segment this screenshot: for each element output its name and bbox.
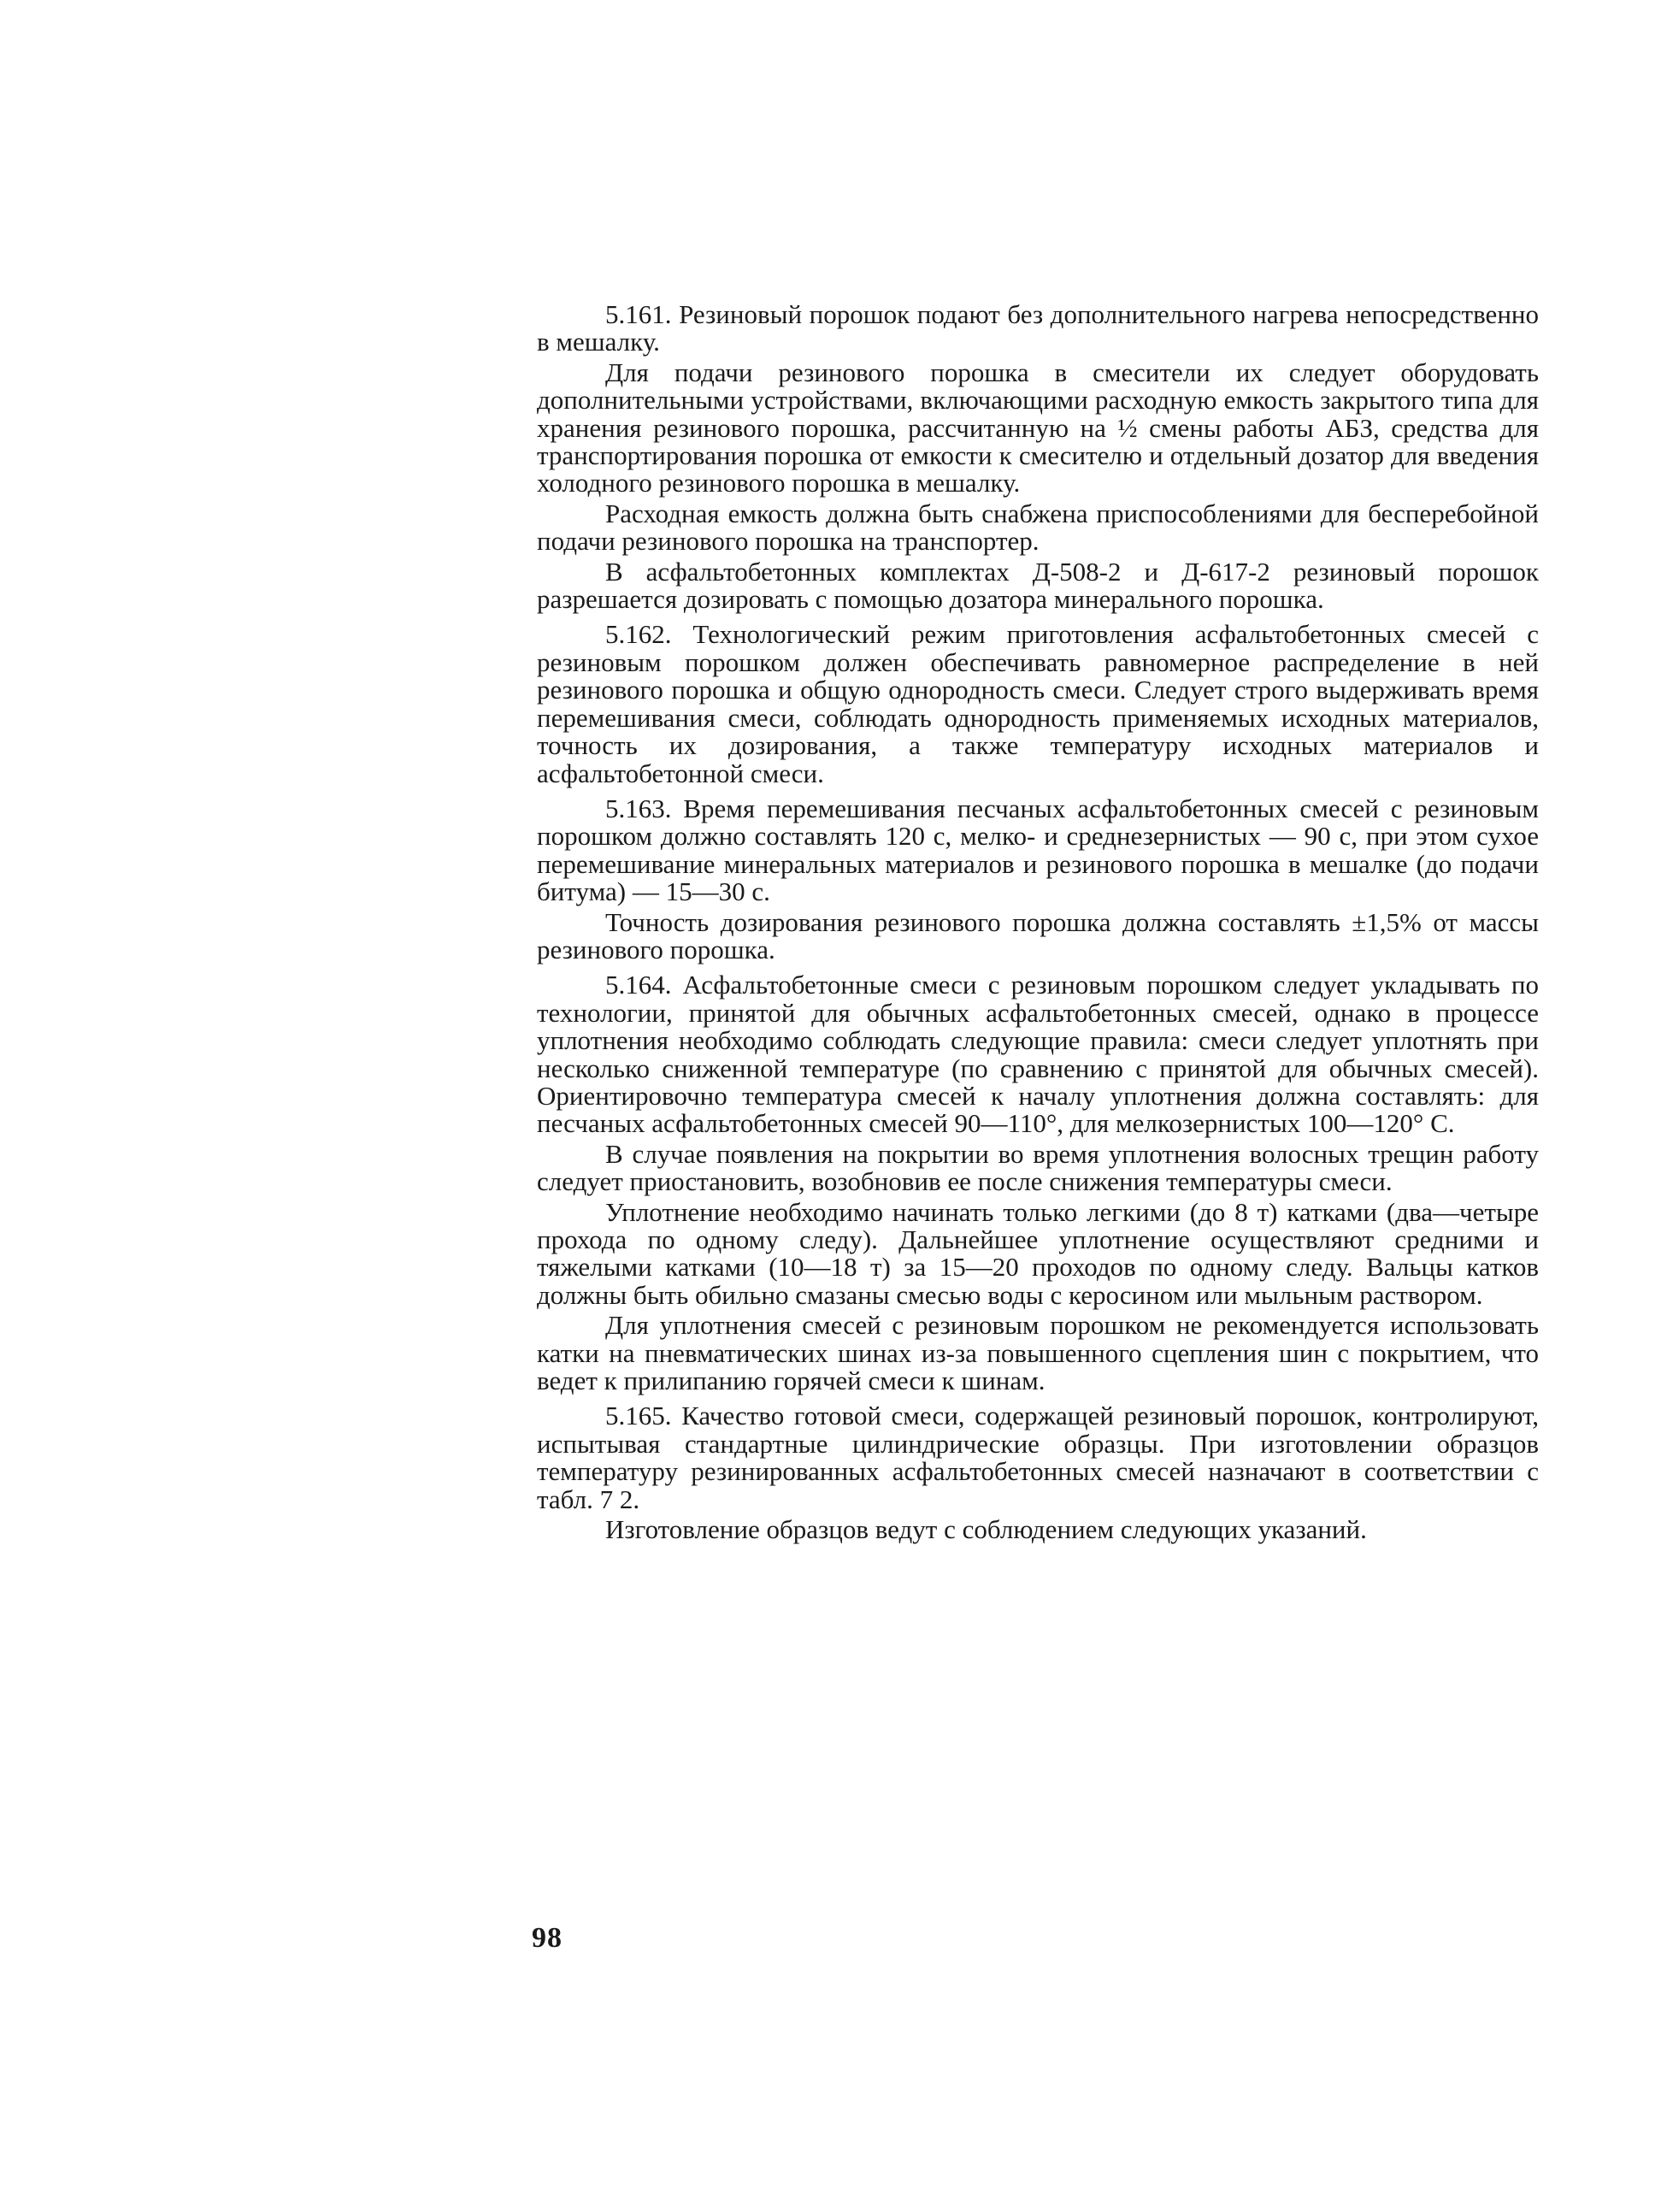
paragraph-dosing-accuracy: Точность дозирования резинового порошка должна составлять ±1,5% от массы резинового порошка. (537, 906, 1539, 964)
paragraph-5-164: 5.164. Асфальтобетонные смеси с резиновым порошком следует укладывать по технологии, принятой для обычных асфальтобетонных смесей, однако в процессе уплотнения необходимо соблюдать следующие правила: смеси следует уплотнять при несколько сниженной температуре (по сравнению с принятой для обычных смесей). Ориентировочно температура смесей к началу уплотнения должна составлять: для песчаных асфальтобетонных смесей 90—110°, для мелкозернистых 100—120° С. (537, 970, 1539, 1139)
paragraph-asphalt-kits: В асфальтобетонных комплектах Д-508-2 и Д-617-2 резиновый порошок разрешается дозировать с помощью дозатора минерального порошка. (537, 556, 1539, 615)
paragraph-feed-equipment: Для подачи резинового порошка в смесители их следует оборудовать дополнительными устройствами, включающими расходную емкость закрытого типа для хранения резинового порошка, рассчитанную на ½ смены работы АБЗ, средства для транспортирования порошка от емкости к смесителю и отдельный дозатор для введения холодного резинового порошка в мешалку. (537, 357, 1539, 498)
paragraph-compaction: Уплотнение необходимо начинать только легкими (до 8 т) катками (два—четыре прохода по одному следу). Дальнейшее уплотнение осуществляют средними и тяжелыми катками (10—18 т) за 15—20 проходов по одному следу. Вальцы катков должны быть обильно смазаны смесью воды с керосином или мыльным раствором. (537, 1196, 1539, 1310)
paragraph-5-163: 5.163. Время перемешивания песчаных асфальтобетонных смесей с резиновым порошком должно составлять 120 с, мелко- и среднезернистых — 90 с, при этом сухое перемешивание минеральных материалов и резинового порошка в мешалке (до подачи битума) — 15—30 с. (537, 793, 1539, 907)
paragraph-supply-tank: Расходная емкость должна быть снабжена приспособлениями для бесперебойной подачи резинового порошка на транспортер. (537, 498, 1539, 557)
paragraph-sample-preparation: Изготовление образцов ведут с соблюдением следующих указаний. (605, 1514, 1367, 1545)
paragraph-pneumatic-rollers: Для уплотнения смесей с резиновым порошком не рекомендуется использовать катки на пневматических шинах из-за повышенного сцепления шин с покрытием, что ведет к прилипанию горячей смеси к шинам. (537, 1310, 1539, 1396)
paragraph-5-161: 5.161. Резиновый порошок подают без дополнительного нагрева непосредственно в мешалку. (537, 299, 1539, 357)
paragraph-5-162: 5.162. Технологический режим приготовления асфальтобетонных смесей с резиновым порошком должен обеспечивать равномерное распределение в ней резинового порошка и общую однородность смеси. Следует строго выдерживать время перемешивания смеси, соблюдать однородность применяемых исходных материалов, точность их дозирования, а также температуру исходных материалов и асфальтобетонной смеси. (537, 619, 1539, 788)
body-text (537, 301, 1539, 1546)
paragraph-hairline-cracks: В случае появления на покрытии во время уплотнения волосных трещин работу следует приостановить, возобновив ее после снижения температуры смеси. (537, 1138, 1539, 1197)
page-number: 98 (532, 1922, 563, 1954)
paragraph-5-165: 5.165. Качество готовой смеси, содержащей резиновый порошок, контролируют, испытывая стандартные цилиндрические образцы. При изготовлении образцов температуру резинированных асфальтобетонных смесей назначают в соответствии с табл. 7 2. (537, 1401, 1539, 1514)
